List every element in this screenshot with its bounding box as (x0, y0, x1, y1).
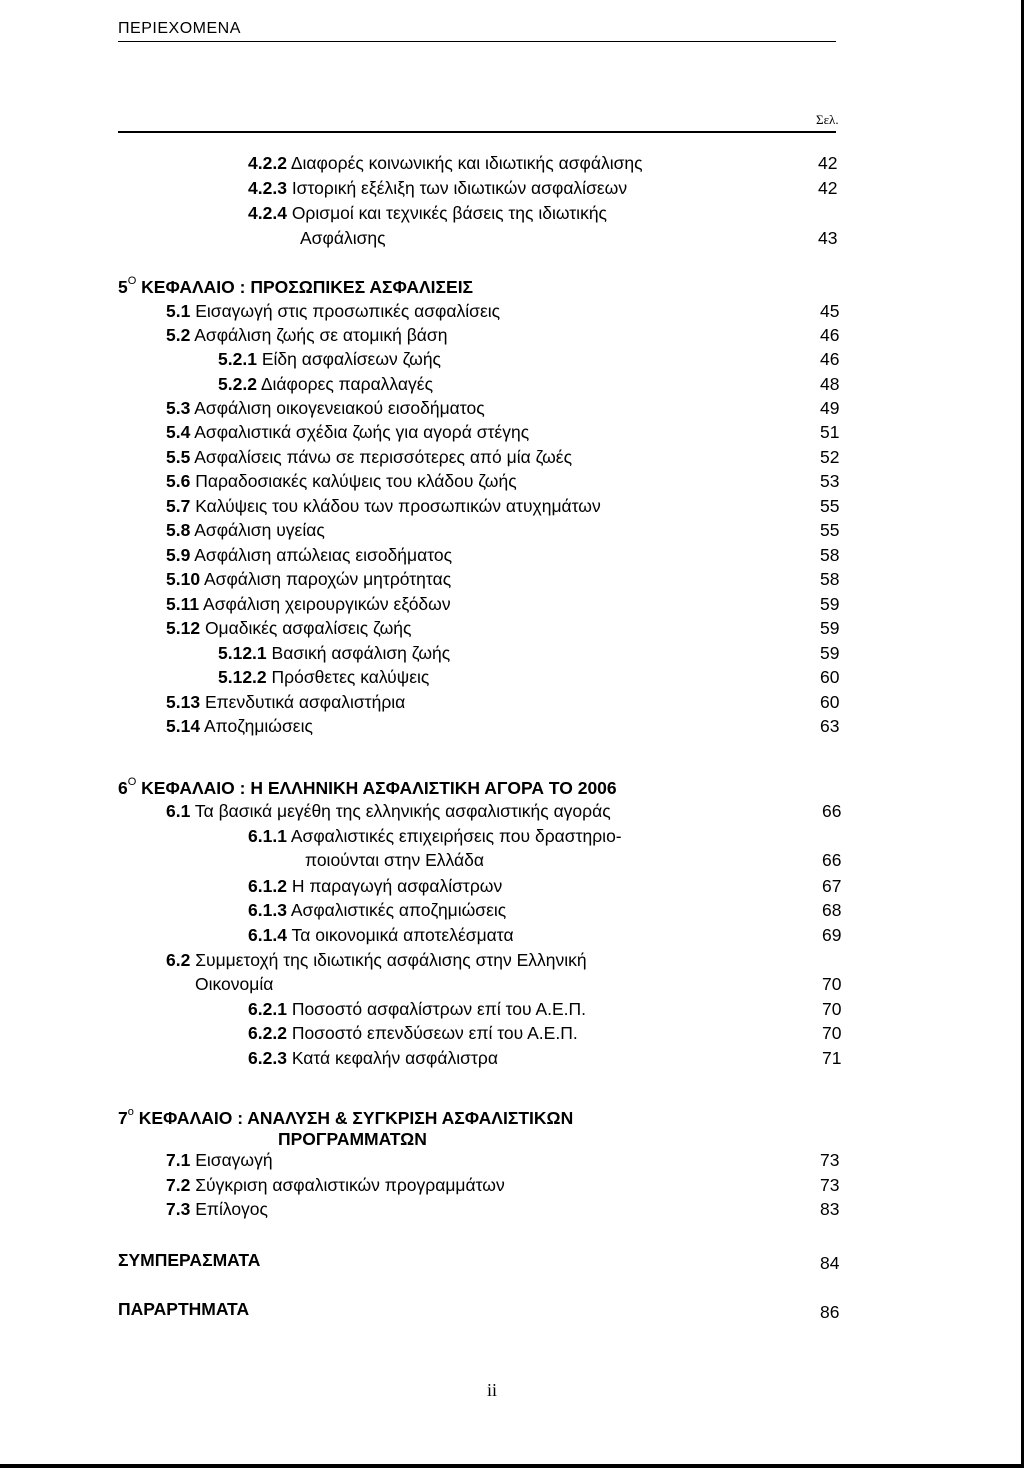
chapter-heading-6 (118, 773, 617, 799)
entry-number: 4.2.3 (248, 178, 287, 198)
section-appendices-page: 86 (820, 1302, 840, 1322)
entry-title: Είδη ασφαλίσεων ζωής (261, 349, 441, 369)
entry-page-number: 59 (820, 594, 840, 614)
entry-number: 6.2.1 (248, 999, 287, 1019)
entry-title: Κατά κεφαλήν ασφάλιστρα (291, 1048, 498, 1068)
toc-entry (166, 593, 451, 615)
toc-entry (195, 973, 273, 995)
toc-entry (248, 152, 643, 174)
toc-entry (248, 998, 586, 1020)
section-conclusions-page: 84 (820, 1253, 840, 1273)
entry-title: Πρόσθετες καλύψεις (271, 667, 430, 687)
entry-number: 5.1 (166, 301, 191, 321)
entry-number: 5.12.2 (218, 667, 267, 687)
toc-entry (248, 177, 627, 199)
chapter-number: 6 (118, 777, 128, 798)
entry-page-number: 59 (820, 643, 840, 663)
chapter-heading-7 (118, 1103, 573, 1129)
entry-number: 5.5 (166, 447, 191, 467)
entry-number: 5.7 (166, 496, 191, 516)
entry-page-number: 68 (822, 900, 842, 920)
toc-entry (248, 924, 514, 946)
entry-page-number: 42 (818, 153, 838, 173)
section-conclusions: ΣΥΜΠΕΡΑΣΜΑΤΑ (118, 1250, 261, 1270)
entry-page-number: 69 (822, 925, 842, 945)
entry-page-number: 42 (818, 178, 838, 198)
toc-entry (166, 324, 447, 346)
entry-number: 4.2.2 (248, 153, 287, 173)
entry-title: Ασφαλίσεις πάνω σε περισσότερες από μία ζωές (194, 447, 573, 467)
toc-entry (218, 666, 429, 688)
section-appendices: ΠΑΡΑΡΤΗΜΑΤΑ (118, 1299, 250, 1319)
entry-title: Καλύψεις του κλάδου των προσωπικών ατυχημάτων (195, 496, 601, 516)
toc-entry (166, 470, 517, 492)
entry-number: 5.12 (166, 618, 201, 638)
entry-title: Επίλογος (195, 1199, 268, 1219)
entry-number: 6.1.2 (248, 876, 287, 896)
entry-number: 5.10 (166, 569, 201, 589)
entry-title: Ασφάλισης (300, 228, 386, 248)
toc-entry (218, 348, 441, 370)
entry-page-number: 49 (820, 398, 840, 418)
entry-title: Ασφαλιστικές επιχειρήσεις που δραστηριο- (290, 826, 622, 846)
entry-number: 7.3 (166, 1199, 191, 1219)
entry-title: Ιστορική εξέλιξη των ιδιωτικών ασφαλίσεων (291, 178, 628, 198)
toc-entry (166, 617, 411, 639)
entry-page-number: 58 (820, 545, 840, 565)
entry-page-number: 46 (820, 349, 840, 369)
toc-entry (166, 519, 325, 541)
entry-title: Διάφορες παραλλαγές (260, 374, 434, 394)
entry-page-number: 70 (822, 999, 842, 1019)
entry-page-number: 52 (820, 447, 840, 467)
entry-title: Παραδοσιακές καλύψεις του κλάδου ζωής (195, 471, 517, 491)
toc-entry (248, 875, 502, 897)
entry-title: Τα βασικά μεγέθη της ελληνικής ασφαλιστικής αγοράς (194, 801, 611, 821)
toc-entry (248, 899, 506, 921)
entry-title: Σύγκριση ασφαλιστικών προγραμμάτων (195, 1175, 505, 1195)
entry-page-number: 71 (822, 1048, 842, 1068)
entry-number: 6.1.3 (248, 900, 287, 920)
entry-page-number: 60 (820, 667, 840, 687)
toc-entry (300, 227, 386, 249)
entry-page-number: 70 (822, 974, 842, 994)
entry-page-number: 46 (820, 325, 840, 345)
toc-entry (305, 849, 484, 871)
entry-number: 5.14 (166, 716, 201, 736)
chapter-title: ΚΕΦΑΛΑΙΟ : Η ΕΛΛΗΝΙΚΗ ΑΣΦΑΛΙΣΤΙΚΗ ΑΓΟΡΑ ΤΟ 2006 (136, 777, 617, 798)
page-header: ΠΕΡΙΕΧΟΜΕΝΑ (118, 20, 241, 37)
toc-entry (166, 300, 500, 322)
toc-entry (166, 421, 529, 443)
toc-entry (166, 446, 572, 468)
toc-entry (218, 642, 450, 664)
toc-entry (166, 800, 611, 822)
entry-page-number: 67 (822, 876, 842, 896)
entry-page-number: 51 (820, 422, 840, 442)
entry-number: 5.2 (166, 325, 191, 345)
entry-number: 5.2.1 (218, 349, 257, 369)
entry-title: Ασφαλιστικά σχέδια ζωής για αγορά στέγης (194, 422, 530, 442)
entry-number: 6.1.1 (248, 826, 287, 846)
entry-page-number: 55 (820, 520, 840, 540)
entry-page-number: 83 (820, 1199, 840, 1219)
entry-page-number: 66 (822, 850, 842, 870)
chapter-number: 7 (118, 1107, 128, 1128)
entry-number: 6.2.2 (248, 1023, 287, 1043)
entry-number: 5.12.1 (218, 643, 267, 663)
entry-number: 5.4 (166, 422, 191, 442)
toc-entry (248, 825, 622, 847)
toc-entry (166, 691, 405, 713)
entry-page-number: 70 (822, 1023, 842, 1043)
toc-entry (248, 1047, 498, 1069)
entry-title: Ποσοστό επενδύσεων επί του Α.Ε.Π. (291, 1023, 578, 1043)
entry-title: Ορισμοί και τεχνικές βάσεις της ιδιωτικής (291, 203, 607, 223)
entry-page-number: 63 (820, 716, 840, 736)
entry-page-number: 59 (820, 618, 840, 638)
entry-title: Βασική ασφάλιση ζωής (271, 643, 451, 663)
top-rule (118, 131, 836, 133)
entry-title: ποιούνται στην Ελλάδα (305, 850, 484, 870)
entry-title: Ασφάλιση οικογενειακού εισοδήματος (194, 398, 485, 418)
chapter-heading-5 (118, 272, 473, 298)
toc-entry (166, 949, 587, 971)
entry-title: Εισαγωγή στις προσωπικές ασφαλίσεις (195, 301, 501, 321)
toc-entry (218, 373, 433, 395)
entry-number: 5.9 (166, 545, 191, 565)
toc-entry (166, 715, 313, 737)
entry-title: Ομαδικές ασφαλίσεις ζωής (204, 618, 412, 638)
entry-number: 6.1.4 (248, 925, 287, 945)
chapter-heading-7-continued (278, 1128, 427, 1150)
entry-title: Ασφάλιση παροχών μητρότητας (203, 569, 452, 589)
entry-title: Οικονομία (195, 974, 274, 994)
page-column-label: Σελ. (816, 112, 839, 127)
entry-number: 5.3 (166, 398, 191, 418)
entry-number: 6.1 (166, 801, 191, 821)
entry-title: Συμμετοχή της ιδιωτικής ασφάλισης στην Ελληνική (195, 950, 587, 970)
entry-title: Ποσοστό ασφαλίστρων επί του Α.Ε.Π. (291, 999, 587, 1019)
toc-entry (166, 397, 485, 419)
entry-number: 5.11 (166, 594, 200, 614)
entry-page-number: 45 (820, 301, 840, 321)
entry-title: Αποζημιώσεις (203, 716, 313, 736)
entry-number: 6.2 (166, 950, 191, 970)
entry-number: 7.2 (166, 1175, 191, 1195)
chapter-title: ΠΡΟΓΡΑΜΜΑΤΩΝ (278, 1129, 427, 1149)
toc-entry (248, 1022, 578, 1044)
toc-entry (248, 202, 607, 224)
toc-entry (166, 544, 452, 566)
entry-page-number: 43 (818, 228, 838, 248)
header-rule (118, 41, 836, 42)
entry-title: Ασφάλιση απώλειας εισοδήματος (194, 545, 453, 565)
entry-number: 5.13 (166, 692, 201, 712)
entry-page-number: 58 (820, 569, 840, 589)
entry-page-number: 66 (822, 801, 842, 821)
page-number-footer: ii (487, 1380, 498, 1400)
entry-number: 4.2.4 (248, 203, 287, 223)
toc-entry (166, 1174, 505, 1196)
chapter-title: ΚΕΦΑΛΑΙΟ : ΠΡΟΣΩΠΙΚΕΣ ΑΣΦΑΛΙΣΕΙΣ (136, 276, 474, 297)
chapter-ordinal: ο (127, 1106, 134, 1118)
entry-title: Επενδυτικά ασφαλιστήρια (204, 692, 406, 712)
chapter-title: ΚΕΦΑΛΑΙΟ : ΑΝΑΛΥΣΗ & ΣΥΓΚΡΙΣΗ ΑΣΦΑΛΙΣΤΙΚΩΝ (133, 1107, 574, 1128)
chapter-number: 5 (118, 276, 128, 297)
entry-page-number: 73 (820, 1175, 840, 1195)
entry-page-number: 60 (820, 692, 840, 712)
entry-title: Ασφάλιση υγείας (194, 520, 325, 540)
entry-page-number: 53 (820, 471, 840, 491)
entry-title: Εισαγωγή (195, 1150, 273, 1170)
entry-title: Ασφάλιση ζωής σε ατομική βάση (194, 325, 448, 345)
entry-number: 6.2.3 (248, 1048, 287, 1068)
entry-number: 7.1 (166, 1150, 191, 1170)
entry-number: 5.2.2 (218, 374, 257, 394)
chapter-ordinal: Ο (127, 776, 137, 788)
scan-edge-bottom (0, 1464, 1024, 1468)
entry-page-number: 48 (820, 374, 840, 394)
toc-entry (166, 1198, 268, 1220)
entry-title: Ασφαλιστικές αποζημιώσεις (290, 900, 507, 920)
entry-title: Διαφορές κοινωνικής και ιδιωτικής ασφάλισης (290, 153, 643, 173)
entry-title: Ασφάλιση χειρουργικών εξόδων (203, 594, 451, 614)
entry-number: 5.6 (166, 471, 191, 491)
entry-number: 5.8 (166, 520, 191, 540)
entry-page-number: 55 (820, 496, 840, 516)
entry-title: Η παραγωγή ασφαλίστρων (291, 876, 503, 896)
toc-entry (166, 568, 451, 590)
toc-entry (166, 1149, 273, 1171)
chapter-ordinal: Ο (127, 275, 137, 287)
entry-page-number: 73 (820, 1150, 840, 1170)
toc-entry (166, 495, 601, 517)
entry-title: Τα οικονομικά αποτελέσματα (291, 925, 514, 945)
